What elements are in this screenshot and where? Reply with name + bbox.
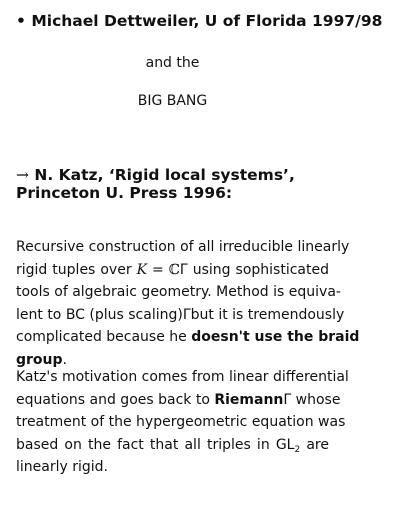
p2-line-1: Katz's motivation comes from linear differential (16, 369, 349, 385)
p1-l6-period: . (62, 351, 67, 368)
arrow-icon: → (16, 166, 29, 184)
subtitle-and: and the (145, 55, 200, 71)
reference-line-2: Princeton U. Press 1996: (16, 184, 233, 202)
subtitle-big-bang: BIG BANG (137, 93, 208, 109)
p2-l2-text: equations and goes back to (16, 391, 215, 408)
paragraph-2 (16, 366, 349, 479)
p2-l2-bold: Riemann (214, 391, 284, 408)
p1-l2-text: rigid tuples over (16, 261, 137, 278)
title-text: Michael Dettweiler, U of Florida 1997/98 (31, 12, 383, 30)
reference-author-title: N. Katz, ‘Rigid local systems’, (34, 166, 295, 184)
paragraph-1 (16, 236, 360, 371)
p1-line-2 (16, 259, 329, 282)
p1-line-1: Recursive construction of all irreducible linearly (16, 239, 350, 255)
p2-line-5: linearly rigid. (16, 459, 108, 475)
p2-line-4 (16, 434, 329, 457)
gamma-glyph: Γ (179, 261, 188, 278)
p2-l4-text: based on the fact that all triples in GL (16, 436, 295, 453)
p2-l2-end: Γ whose (283, 391, 341, 408)
math-k: K (136, 261, 148, 278)
reference-line-1 (16, 166, 295, 184)
p1-line-4: lent to BC (plus scaling)Γbut it is tremendously (16, 306, 345, 323)
p1-l5-text: complicated because he (16, 329, 192, 345)
p1-line-5 (16, 326, 360, 349)
title-line (16, 12, 382, 30)
p1-line-3: tools of algebraic geometry. Method is equiva- (16, 284, 341, 300)
math-eq-c: = ℂ (147, 261, 180, 278)
p2-line-2 (16, 389, 341, 412)
p2-l4-end: are (300, 436, 329, 453)
p1-l5-bold: doesn't use the braid (191, 329, 360, 345)
p1-l6-bold: group (16, 351, 63, 368)
p2-line-3: treatment of the hypergeometric equation was (16, 414, 346, 430)
gl-subscript: 2 (294, 444, 301, 455)
bullet: • (16, 12, 26, 30)
p1-l2-text-end: using sophisticated (187, 261, 329, 278)
